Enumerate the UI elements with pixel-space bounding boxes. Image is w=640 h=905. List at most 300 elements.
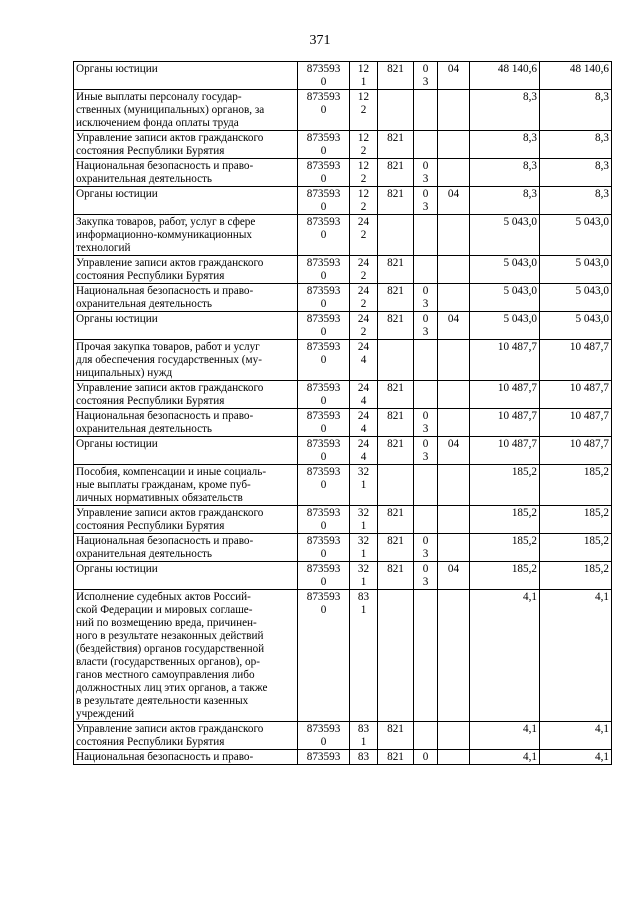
expense-type-code [350,562,378,590]
cell-line: 0 [422,535,429,547]
cell-line: 0 [320,576,327,588]
cell-line: 4 [360,451,367,463]
budget-table [73,61,612,765]
table-row [74,534,612,562]
cell-line: 12 [357,132,370,144]
table-row [74,381,612,409]
amount-year-2: 4,1 [540,750,612,765]
cell-line: 0 [320,145,327,157]
section-code [414,131,438,159]
name-line: состояния Республики Бурятия [76,270,225,282]
ministry-code: 821 [378,312,414,340]
cell-line: 32 [357,563,370,575]
cell-line: 0 [320,354,327,366]
amount-year-2: 10 487,7 [540,381,612,409]
row-name [74,159,298,187]
cell-line: 3 [422,576,429,588]
name-line: ний по возмещению вреда, причинен- [76,617,257,629]
table-row [74,62,612,90]
expense-type-code [350,312,378,340]
table-row [74,131,612,159]
cell-line: 1 [360,76,367,88]
target-article-code [298,590,350,722]
name-line: власти (государственных органов), ор- [76,656,260,668]
target-article-code [298,506,350,534]
ministry-code: 821 [378,381,414,409]
cell-line: 3 [422,451,429,463]
amount-year-2: 8,3 [540,159,612,187]
amount-year-2: 5 043,0 [540,215,612,256]
amount-year-1: 8,3 [470,159,540,187]
amount-year-2: 5 043,0 [540,284,612,312]
amount-year-1: 10 487,7 [470,381,540,409]
cell-line: 873593 [306,410,341,422]
amount-year-1: 4,1 [470,750,540,765]
name-line: ской Федерации и мировых соглаше- [76,604,253,616]
cell-line: 1 [360,604,367,616]
ministry-code: 821 [378,722,414,750]
amount-year-2: 4,1 [540,590,612,722]
cell-line: 12 [357,63,370,75]
cell-line: 873593 [306,160,341,172]
page-number: 371 [309,33,331,48]
name-line: должностных лиц этих органов, а также [76,682,268,694]
cell-line: 2 [360,104,367,116]
row-name [74,340,298,381]
subsection-code [438,534,470,562]
expense-type-code [350,437,378,465]
ministry-code [378,215,414,256]
amount-year-2: 8,3 [540,131,612,159]
name-line: в результате деятельности казенных [76,695,249,707]
amount-year-1: 4,1 [470,722,540,750]
cell-line: 873593 [306,507,341,519]
cell-line: 3 [422,298,429,310]
name-line: Органы юстиции [76,313,158,325]
amount-year-2: 8,3 [540,90,612,131]
cell-line: 0 [422,438,429,450]
expense-type-code [350,381,378,409]
amount-year-1: 48 140,6 [470,62,540,90]
cell-line: 32 [357,535,370,547]
section-code [414,506,438,534]
expense-type-code [350,340,378,381]
cell-line: 32 [357,466,370,478]
name-line: Национальная безопасность и право- [76,160,254,172]
name-line: Национальная безопасность и право- [76,535,254,547]
row-name [74,590,298,722]
row-name [74,131,298,159]
cell-line: 873593 [306,535,341,547]
cell-line: 12 [357,188,370,200]
cell-line: 873593 [306,341,341,353]
subsection-code: 04 [438,437,470,465]
cell-line: 1 [360,736,367,748]
name-line: состояния Республики Бурятия [76,395,225,407]
target-article-code [298,722,350,750]
expense-type-code [350,722,378,750]
cell-line: 873593 [306,188,341,200]
cell-line: 0 [320,520,327,532]
cell-line: 3 [422,173,429,185]
table-row [74,159,612,187]
cell-line: 873593 [306,751,341,763]
table-row [74,465,612,506]
name-line: Органы юстиции [76,63,158,75]
name-line: Органы юстиции [76,563,158,575]
target-article-code [298,131,350,159]
expense-type-code [350,62,378,90]
cell-line: 0 [320,736,327,748]
section-code [414,381,438,409]
amount-year-1: 185,2 [470,465,540,506]
target-article-code [298,534,350,562]
name-line: Исполнение судебных актов Россий- [76,591,251,603]
subsection-code: 04 [438,562,470,590]
amount-year-2: 5 043,0 [540,256,612,284]
amount-year-1: 10 487,7 [470,340,540,381]
name-line: ственных (муниципальных) органов, за [76,104,265,116]
section-code [414,215,438,256]
name-line: для обеспечения государственных (му- [76,354,262,366]
ministry-code [378,90,414,131]
section-code [414,312,438,340]
subsection-code: 04 [438,187,470,215]
target-article-code [298,159,350,187]
cell-line: 4 [360,423,367,435]
expense-type-code [350,187,378,215]
section-code [414,437,438,465]
expense-type-code [350,506,378,534]
section-code [414,187,438,215]
name-line: Органы юстиции [76,438,158,450]
name-line: Пособия, компенсации и иные социаль- [76,466,267,478]
table-body [74,62,612,765]
ministry-code: 821 [378,437,414,465]
table-row [74,187,612,215]
row-name [74,215,298,256]
row-name [74,90,298,131]
table-row [74,90,612,131]
table-row [74,284,612,312]
expense-type-code [350,534,378,562]
ministry-code: 821 [378,284,414,312]
cell-line: 24 [357,285,370,297]
amount-year-2: 185,2 [540,534,612,562]
cell-line: 873593 [306,723,341,735]
name-line: Национальная безопасность и право- [76,285,254,297]
target-article-code [298,437,350,465]
target-article-code [298,562,350,590]
row-name [74,312,298,340]
name-line: Управление записи актов гражданского [76,382,264,394]
ministry-code: 821 [378,534,414,562]
cell-line: 873593 [306,466,341,478]
ministry-code [378,465,414,506]
expense-type-code [350,750,378,765]
target-article-code [298,284,350,312]
amount-year-2: 48 140,6 [540,62,612,90]
name-line: информационно-коммуникационных [76,229,252,241]
name-line: Иные выплаты персоналу государ- [76,91,242,103]
cell-line: 0 [422,751,429,763]
cell-line: 3 [422,548,429,560]
table-row [74,340,612,381]
name-line: охранительная деятельность [76,298,213,310]
expense-type-code [350,159,378,187]
ministry-code [378,590,414,722]
ministry-code: 821 [378,159,414,187]
cell-line: 24 [357,313,370,325]
target-article-code [298,465,350,506]
subsection-code [438,750,470,765]
amount-year-2: 10 487,7 [540,409,612,437]
expense-type-code [350,131,378,159]
row-name [74,562,298,590]
cell-line: 2 [360,173,367,185]
ministry-code: 821 [378,750,414,765]
subsection-code: 04 [438,62,470,90]
ministry-code: 821 [378,187,414,215]
cell-line: 32 [357,507,370,519]
target-article-code [298,215,350,256]
amount-year-1: 185,2 [470,562,540,590]
amount-year-1: 5 043,0 [470,256,540,284]
name-line: охранительная деятельность [76,548,213,560]
section-code [414,465,438,506]
cell-line: 873593 [306,591,341,603]
amount-year-1: 5 043,0 [470,284,540,312]
cell-line: 83 [357,751,370,763]
amount-year-1: 4,1 [470,590,540,722]
table-row [74,437,612,465]
name-line: состояния Республики Бурятия [76,736,225,748]
name-line: Закупка товаров, работ, услуг в сфере [76,216,256,228]
amount-year-2: 5 043,0 [540,312,612,340]
target-article-code [298,409,350,437]
amount-year-2: 8,3 [540,187,612,215]
cell-line: 4 [360,395,367,407]
expense-type-code [350,215,378,256]
section-code [414,90,438,131]
cell-line: 24 [357,382,370,394]
cell-line: 873593 [306,63,341,75]
cell-line: 0 [320,479,327,491]
cell-line: 2 [360,229,367,241]
amount-year-1: 5 043,0 [470,215,540,256]
cell-line: 873593 [306,132,341,144]
target-article-code [298,340,350,381]
cell-line: 0 [320,173,327,185]
name-line: состояния Республики Бурятия [76,145,225,157]
subsection-code [438,506,470,534]
cell-line: 873593 [306,257,341,269]
expense-type-code [350,90,378,131]
cell-line: 873593 [306,91,341,103]
row-name [74,284,298,312]
amount-year-1: 5 043,0 [470,312,540,340]
cell-line: 0 [320,201,327,213]
subsection-code [438,465,470,506]
cell-line: 3 [422,423,429,435]
cell-line: 12 [357,91,370,103]
amount-year-2: 185,2 [540,465,612,506]
section-code [414,409,438,437]
amount-year-2: 10 487,7 [540,340,612,381]
row-name [74,534,298,562]
table-row [74,256,612,284]
cell-line: 3 [422,326,429,338]
cell-line: 0 [320,548,327,560]
subsection-code [438,590,470,722]
expense-type-code [350,256,378,284]
name-line: состояния Республики Бурятия [76,520,225,532]
target-article-code [298,312,350,340]
name-line: исключением фонда оплаты труда [76,117,239,129]
cell-line: 1 [360,548,367,560]
row-name [74,187,298,215]
cell-line: 873593 [306,216,341,228]
section-code [414,256,438,284]
cell-line: 0 [320,270,327,282]
cell-line: 873593 [306,563,341,575]
row-name [74,381,298,409]
table-row [74,312,612,340]
amount-year-2: 4,1 [540,722,612,750]
cell-line: 24 [357,438,370,450]
name-line: технологий [76,242,131,254]
subsection-code [438,159,470,187]
name-line: личных нормативных обязательств [76,492,243,504]
cell-line: 0 [422,563,429,575]
cell-line: 0 [320,326,327,338]
section-code [414,534,438,562]
cell-line: 3 [422,76,429,88]
name-line: ные выплаты гражданам, кроме пуб- [76,479,251,491]
cell-line: 873593 [306,382,341,394]
ministry-code: 821 [378,131,414,159]
ministry-code: 821 [378,256,414,284]
row-name [74,722,298,750]
row-name [74,506,298,534]
amount-year-1: 8,3 [470,187,540,215]
section-code [414,340,438,381]
target-article-code [298,381,350,409]
cell-line: 1 [360,479,367,491]
cell-line: 2 [360,201,367,213]
cell-line: 0 [422,63,429,75]
cell-line: 0 [422,285,429,297]
target-article-code [298,256,350,284]
row-name [74,465,298,506]
amount-year-1: 185,2 [470,534,540,562]
cell-line: 0 [422,410,429,422]
row-name [74,437,298,465]
name-line: Управление записи актов гражданского [76,132,264,144]
ministry-code: 821 [378,62,414,90]
name-line: Национальная безопасность и право- [76,410,254,422]
table-row [74,562,612,590]
section-code [414,284,438,312]
cell-line: 4 [360,354,367,366]
table-row [74,722,612,750]
table-row [74,215,612,256]
amount-year-1: 8,3 [470,90,540,131]
cell-line: 0 [320,451,327,463]
table-row [74,590,612,722]
cell-line: 1 [360,520,367,532]
amount-year-1: 10 487,7 [470,409,540,437]
amount-year-2: 185,2 [540,506,612,534]
table-row [74,750,612,765]
cell-line: 2 [360,270,367,282]
name-line: (бездействия) органов государственной [76,643,265,655]
subsection-code [438,215,470,256]
subsection-code [438,409,470,437]
cell-line: 873593 [306,285,341,297]
subsection-code [438,131,470,159]
cell-line: 24 [357,410,370,422]
section-code [414,62,438,90]
cell-line: 2 [360,298,367,310]
name-line: охранительная деятельность [76,423,213,435]
cell-line: 1 [360,576,367,588]
name-line: Национальная безопасность и право- [76,751,254,763]
name-line: учреждений [76,708,135,720]
expense-type-code [350,590,378,722]
cell-line: 83 [357,723,370,735]
ministry-code: 821 [378,506,414,534]
expense-type-code [350,465,378,506]
cell-line: 0 [320,604,327,616]
amount-year-1: 10 487,7 [470,437,540,465]
name-line: ганов местного самоуправления либо [76,669,255,681]
cell-line: 0 [320,229,327,241]
cell-line: 24 [357,257,370,269]
cell-line: 12 [357,160,370,172]
cell-line: 873593 [306,438,341,450]
name-line: охранительная деятельность [76,173,213,185]
subsection-code [438,340,470,381]
cell-line: 3 [422,201,429,213]
cell-line: 0 [422,313,429,325]
ministry-code: 821 [378,562,414,590]
row-name [74,409,298,437]
cell-line: 0 [422,188,429,200]
section-code [414,590,438,722]
amount-year-2: 185,2 [540,562,612,590]
subsection-code [438,381,470,409]
section-code [414,750,438,765]
subsection-code [438,722,470,750]
target-article-code [298,90,350,131]
cell-line: 0 [320,423,327,435]
expense-type-code [350,284,378,312]
amount-year-1: 185,2 [470,506,540,534]
row-name [74,62,298,90]
subsection-code [438,256,470,284]
name-line: Прочая закупка товаров, работ и услуг [76,341,260,353]
cell-line: 0 [320,395,327,407]
ministry-code: 821 [378,409,414,437]
target-article-code [298,187,350,215]
section-code [414,722,438,750]
table-row [74,506,612,534]
name-line: ного в результате незаконных действий [76,630,264,642]
cell-line: 0 [422,160,429,172]
name-line: Управление записи актов гражданского [76,723,264,735]
amount-year-1: 8,3 [470,131,540,159]
